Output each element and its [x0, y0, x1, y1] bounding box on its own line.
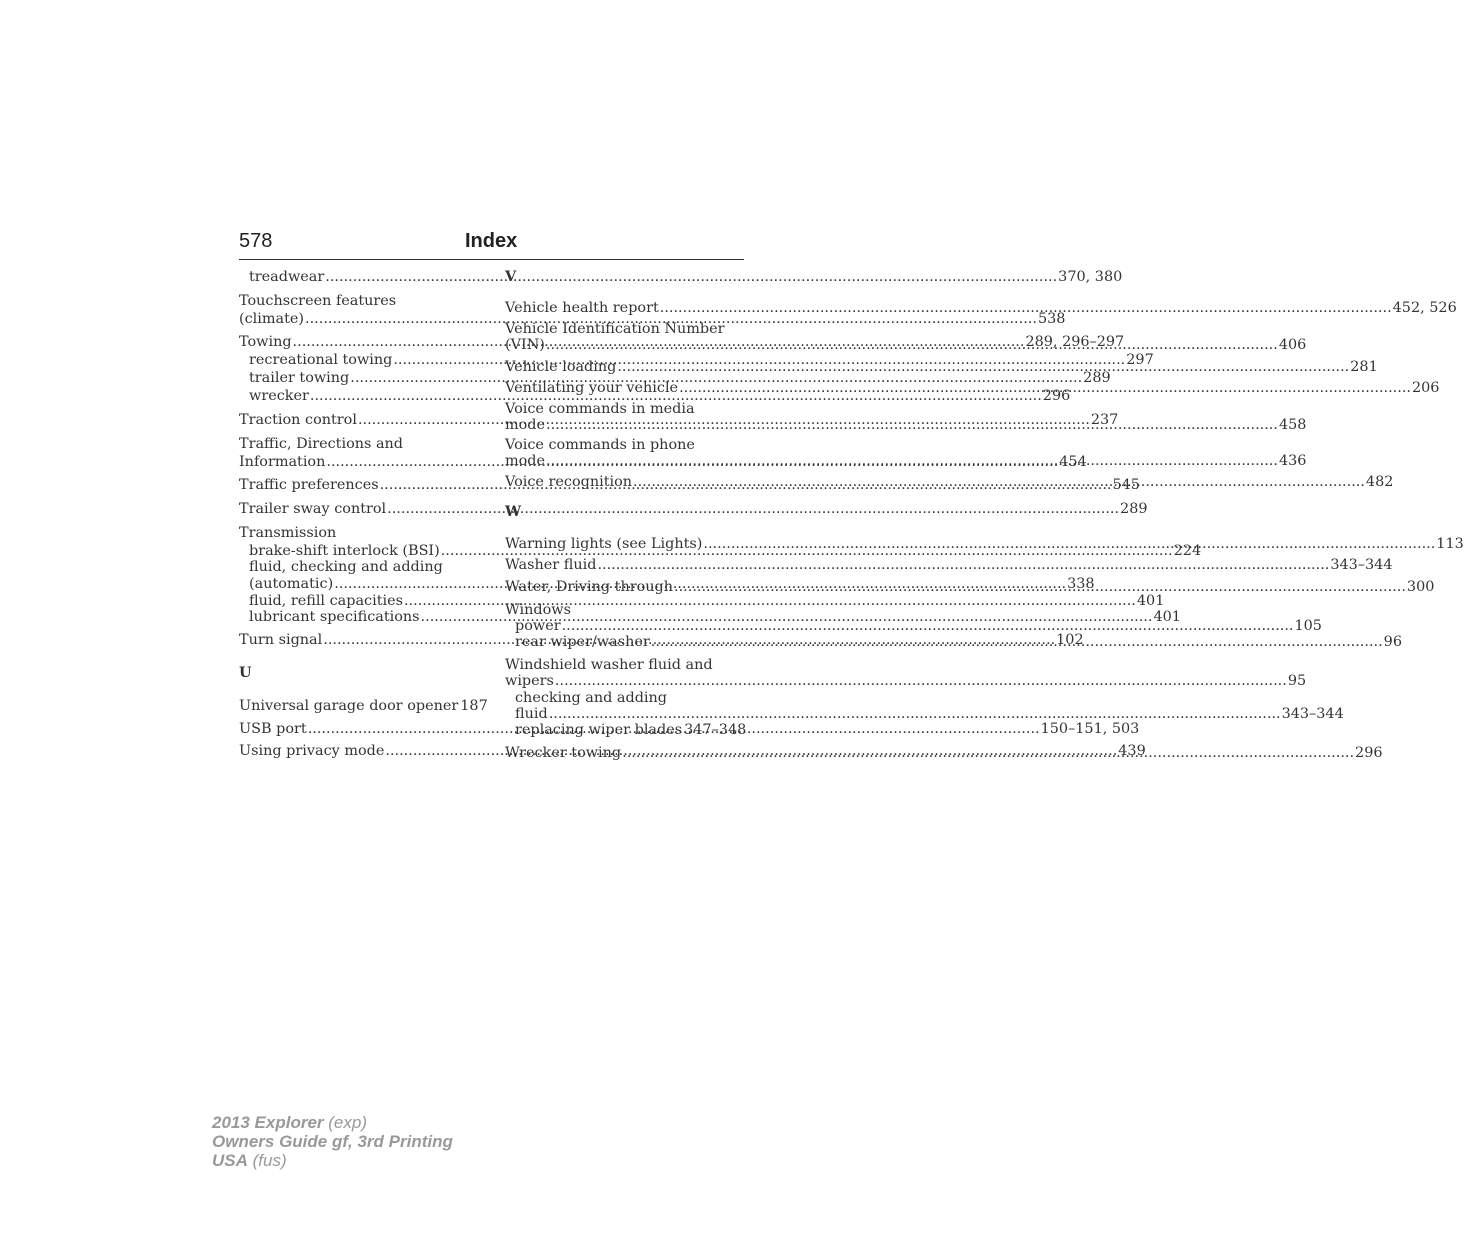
- page-header: [239, 229, 744, 260]
- index-entry-garage-door: Universal garage door opener 187: [239, 698, 488, 714]
- index-subentry-rear-wiper: rear wiper/washer ..... 96: [505, 634, 743, 650]
- index-entry-vin: Vehicle Identification Number (VIN) ..... 406: [505, 321, 743, 353]
- index-entry-traffic-directions: Traffic, Directions and Information ..... 454: [239, 436, 477, 470]
- index-subentry-wrecker: wrecker ..... 296: [239, 388, 477, 404]
- index-letter-heading-w: W: [505, 503, 522, 520]
- index-entry-turn-signal: Turn signal ..... 102: [239, 632, 477, 648]
- index-entry-usb-port: USB port ..... 150–151, 503: [239, 721, 477, 737]
- page-number: 578: [239, 230, 273, 252]
- index-letter-heading-u: U: [239, 664, 252, 681]
- index-entry-washer-fluid: Washer fluid ..... 343–344: [505, 557, 743, 573]
- page-title: Index: [465, 230, 518, 252]
- index-entry-warning-lights: Warning lights (see Lights) ..... 113: [505, 536, 743, 552]
- index-entry-wrecker-towing: Wrecker towing ..... 296: [505, 745, 743, 761]
- index-subentry-checking-adding: checking and adding fluid ..... 343–344: [505, 690, 743, 722]
- index-letter-heading-v: V: [505, 268, 517, 285]
- index-subentry-bsi: brake-shift interlock (BSI) ..... 224: [239, 543, 477, 559]
- index-entry-voice-media: Voice commands in media mode ..... 458: [505, 401, 743, 433]
- index-entry-towing: Towing ..... 289, 296–297: [239, 334, 477, 350]
- index-entry-touchscreen: Touchscreen features (climate) ..... 538: [239, 293, 477, 327]
- index-entry-transmission: Transmission: [239, 525, 337, 541]
- index-entry-traction-control: Traction control ..... 237: [239, 412, 477, 428]
- page-footer: [212, 1113, 453, 1170]
- index-subentry-lubricant: lubricant specifications ..... 401: [239, 609, 477, 625]
- index-entry-water-driving: Water, Driving through ..... 300: [505, 579, 743, 595]
- index-entry-trailer-sway: Trailer sway control ..... 289: [239, 501, 477, 517]
- index-entry-windows: Windows: [505, 602, 571, 618]
- index-subentry-recreational-towing: recreational towing ..... 297: [239, 352, 477, 368]
- index-entry-windshield: Windshield washer fluid and wipers ..... 95: [505, 657, 743, 689]
- index-subentry-fluid-checking: fluid, checking and adding (automatic) ..... 338: [239, 559, 477, 592]
- index-entry-voice-phone: Voice commands in phone mode ..... 436: [505, 437, 743, 469]
- footer-line-region: USA (fus): [212, 1151, 287, 1170]
- index-subentry-fluid-refill: fluid, refill capacities ..... 401: [239, 593, 477, 609]
- index-entry-voice-recognition: Voice recognition ..... 482: [505, 474, 743, 490]
- index-entry-ventilating: Ventilating your vehicle ..... 206: [505, 380, 743, 396]
- index-entry-vehicle-health: Vehicle health report ..... 452, 526: [505, 300, 743, 316]
- index-entry-vehicle-loading: Vehicle loading ..... 281: [505, 359, 743, 375]
- index-subentry-trailer-towing: trailer towing ..... 289: [239, 370, 477, 386]
- footer-line-guide: Owners Guide gf, 3rd Printing: [212, 1132, 453, 1151]
- index-subentry-replacing-blades: replacing wiper blades 347–348: [515, 722, 747, 738]
- footer-line-model: 2013 Explorer (exp): [212, 1113, 367, 1132]
- index-entry-privacy-mode: Using privacy mode ..... 439: [239, 743, 477, 759]
- index-subentry-power: power ..... 105: [505, 618, 743, 634]
- index-entry-traffic-preferences: Traffic preferences ..... 545: [239, 477, 477, 493]
- index-entry-treadwear: treadwear ..... 370, 380: [239, 269, 477, 285]
